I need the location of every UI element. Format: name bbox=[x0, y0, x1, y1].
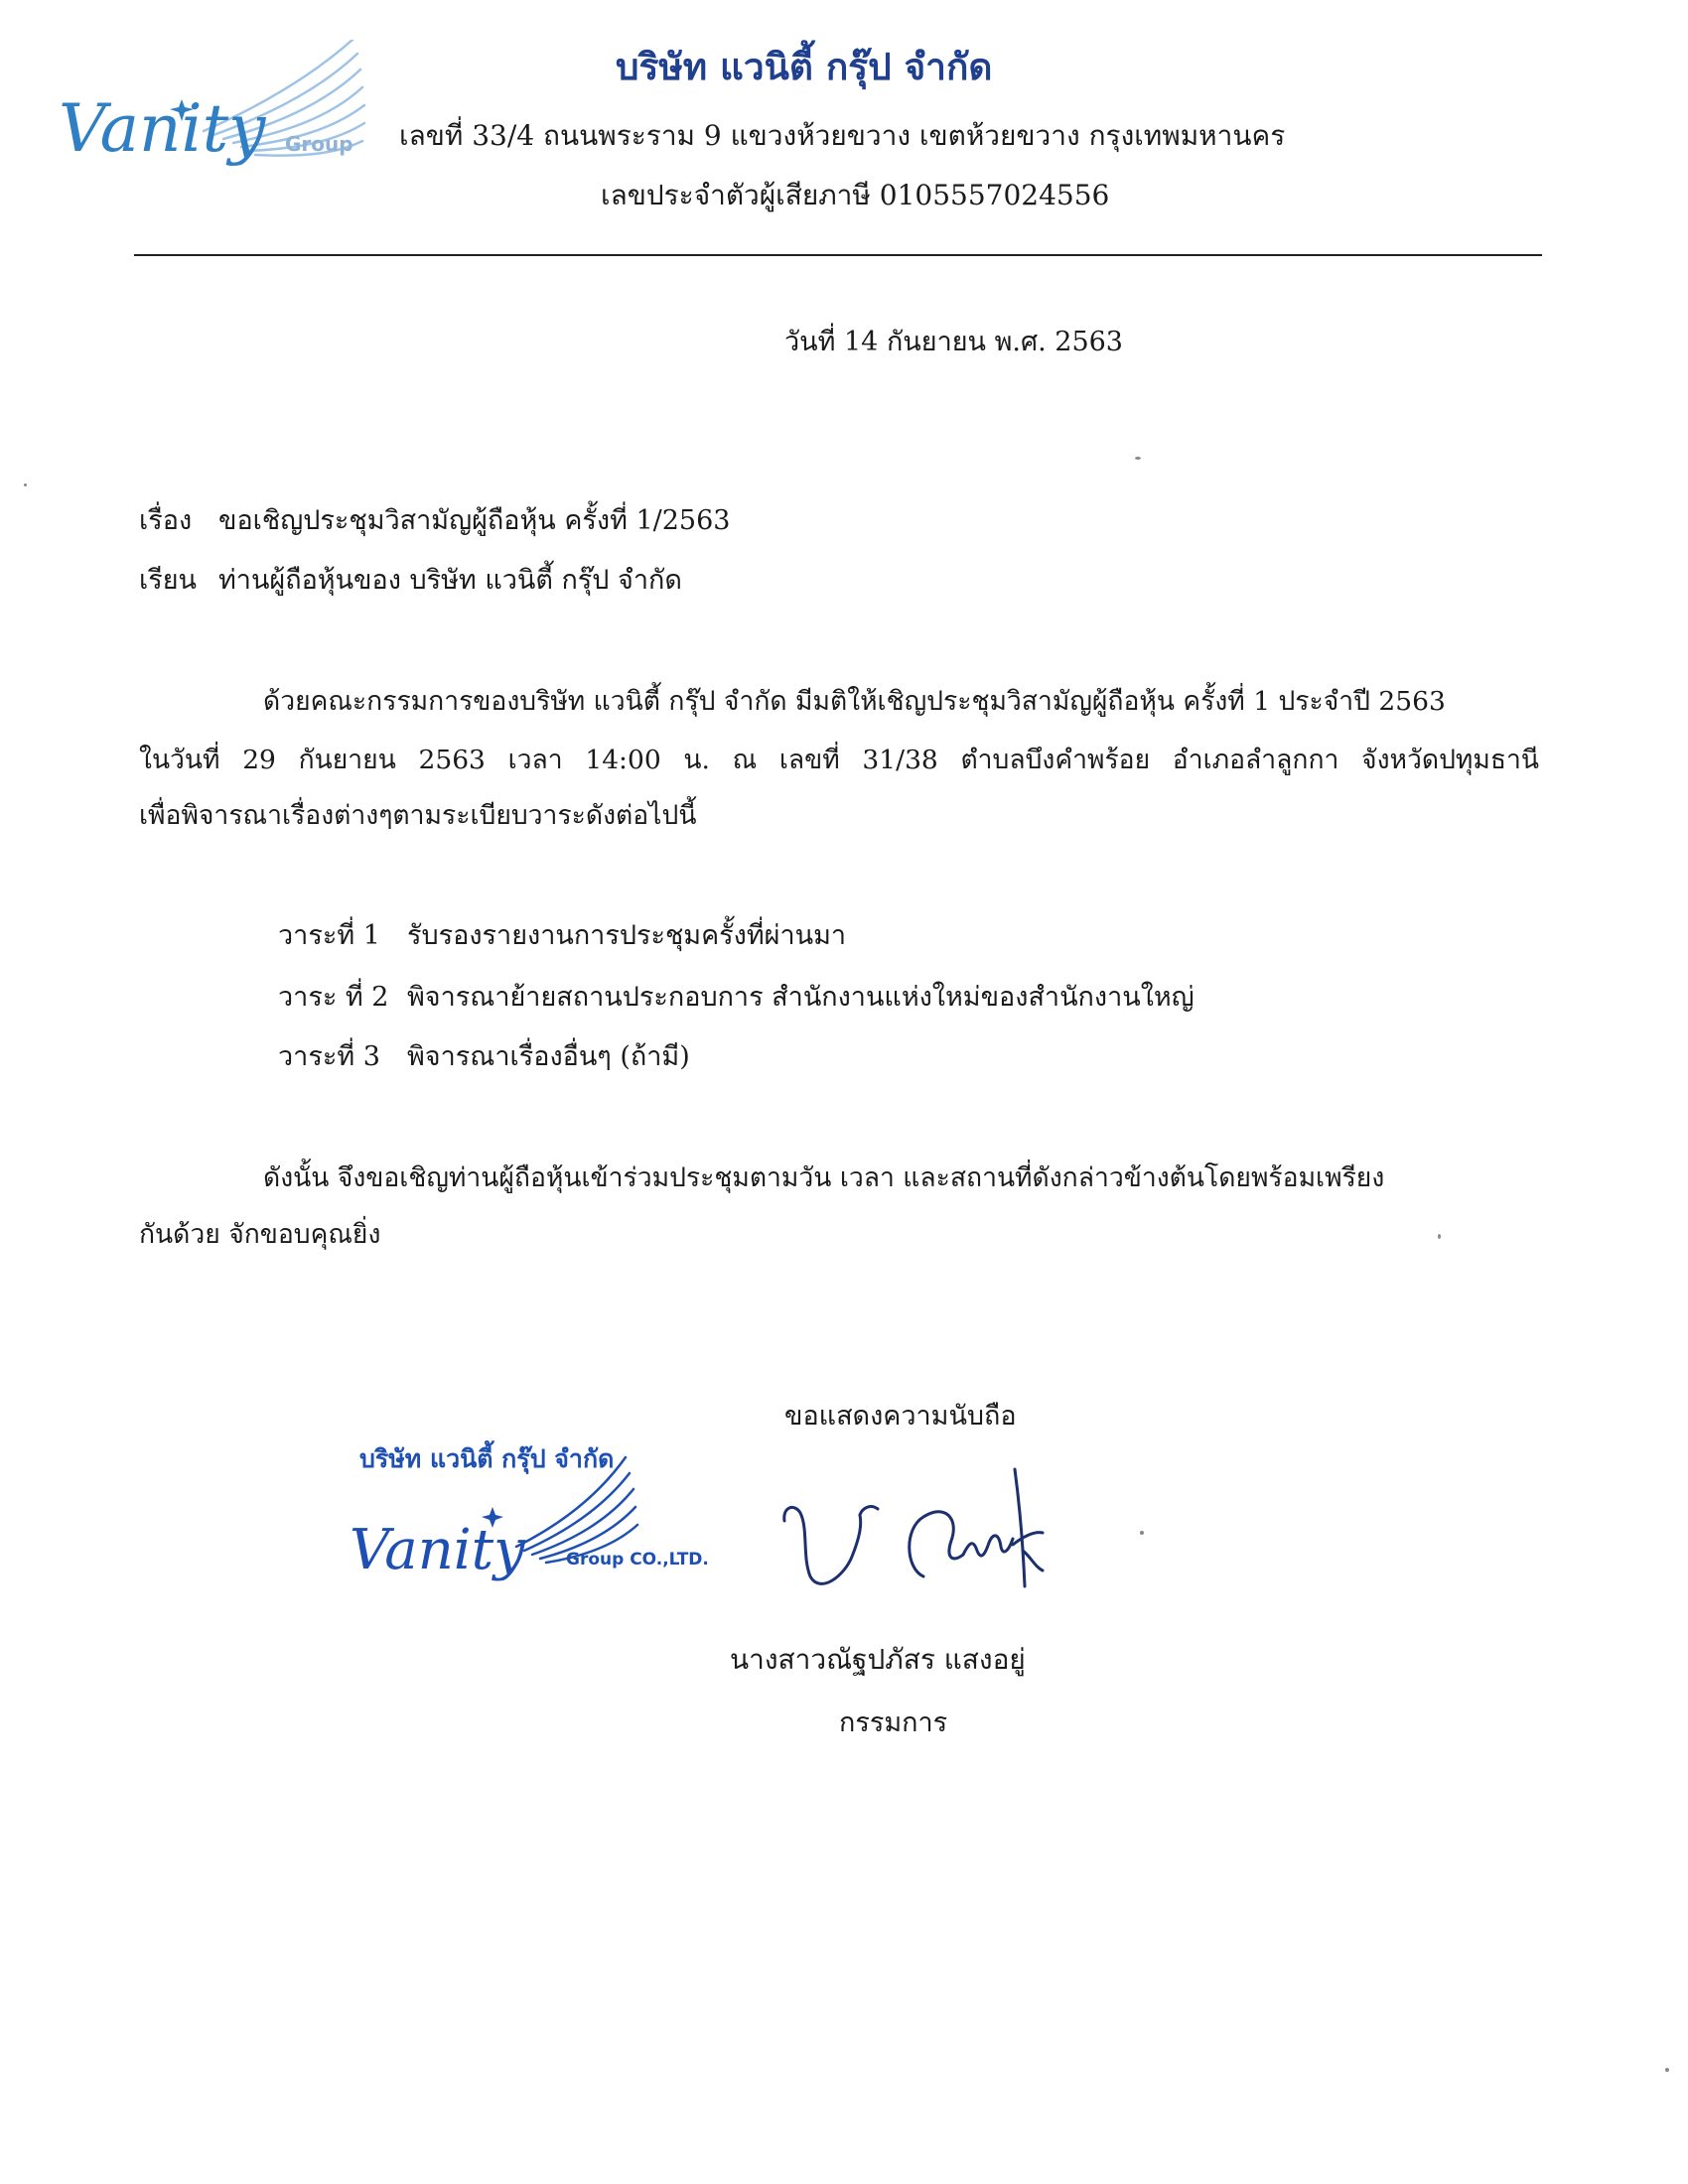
agenda-item bbox=[278, 1034, 690, 1077]
agenda-number: วาระที่ 1 bbox=[278, 920, 380, 951]
paragraph-1-line-3: เพื่อพิจารณาเรื่องต่างๆตามระเบียบวาระดังต่อไปนี้ bbox=[139, 800, 697, 831]
agenda-text: พิจารณาเรื่องอื่นๆ (ถ้ามี) bbox=[407, 1041, 690, 1072]
handwritten-signature bbox=[774, 1459, 1102, 1598]
recipient-label: เรียน bbox=[139, 565, 198, 596]
subject-text: ขอเชิญประชุมวิสามัญผู้ถือหุ้น ครั้งที่ 1/2563 bbox=[218, 505, 731, 536]
agenda-item bbox=[278, 975, 1195, 1018]
agenda-text: พิจารณาย้ายสถานประกอบการ สำนักงานแห่งใหม่ของสำนักงานใหญ่ bbox=[407, 982, 1195, 1013]
company-stamp bbox=[348, 1437, 745, 1611]
company-address: เลขที่ 33/4 ถนนพระราม 9 แขวงห้วยขวาง เขตห้วยขวาง กรุงเทพมหานคร bbox=[399, 119, 1286, 152]
scan-speck bbox=[1438, 1234, 1441, 1239]
subject-line bbox=[139, 498, 730, 541]
scan-speck bbox=[1135, 457, 1141, 460]
signer-title: กรรมการ bbox=[839, 1707, 948, 1738]
paragraph-2-line-2: กันด้วย จักขอบคุณยิ่ง bbox=[139, 1219, 381, 1250]
scan-speck bbox=[1140, 1531, 1144, 1535]
agenda-item bbox=[278, 913, 846, 956]
recipient-text: ท่านผู้ถือหุ้นของ บริษัท แวนิตี้ กรุ๊ป จำกัด bbox=[218, 565, 682, 596]
logo-wordmark: Vanity bbox=[59, 90, 266, 167]
recipient-line bbox=[139, 558, 682, 601]
stamp-company-name: บริษัท แวนิตี้ กรุ๊ป จำกัด bbox=[359, 1444, 615, 1473]
scan-speck bbox=[24, 483, 27, 486]
company-logo bbox=[55, 40, 382, 208]
closing-salutation: ขอแสดงความนับถือ bbox=[784, 1401, 1017, 1432]
scan-speck bbox=[1665, 2068, 1669, 2072]
stamp-wordmark: Vanity bbox=[350, 1518, 525, 1582]
paragraph-2-line-1: ดังนั้น จึงขอเชิญท่านผู้ถือหุ้นเข้าร่วมประชุมตามวัน เวลา และสถานที่ดังกล่าวข้างต้นโดยพร้อมเพรียง bbox=[263, 1162, 1385, 1193]
agenda-number: วาระที่ 3 bbox=[278, 1041, 380, 1072]
company-name: บริษัท แวนิตี้ กรุ๊ป จำกัด bbox=[616, 45, 993, 88]
logo-subtext: Group bbox=[285, 132, 353, 156]
paragraph-1-line-1: ด้วยคณะกรรมการของบริษัท แวนิตี้ กรุ๊ป จำกัด มีมติให้เชิญประชุมวิสามัญผู้ถือหุ้น ครั้งที่ 1 ประจำปี 2563 bbox=[263, 686, 1446, 717]
company-tax-id: เลขประจำตัวผู้เสียภาษี 0105557024556 bbox=[601, 179, 1110, 211]
stamp-subtext: Group CO.,LTD. bbox=[566, 1550, 709, 1570]
subject-label: เรื่อง bbox=[139, 505, 193, 536]
agenda-number: วาระ ที่ 2 bbox=[278, 982, 389, 1013]
signer-name: นางสาวณัฐปภัสร แสงอยู่ bbox=[730, 1643, 1026, 1676]
agenda-text: รับรองรายงานการประชุมครั้งที่ผ่านมา bbox=[407, 920, 847, 951]
letter-date: วันที่ 14 กันยายน พ.ศ. 2563 bbox=[784, 327, 1123, 357]
paragraph-1-line-2: ในวันที่ 29 กันยายน 2563 เวลา 14:00 น. ณ เลขที่ 31/38 ตำบลบึงคำพร้อย อำเภอลำลูกกา จังหวัดปทุมธานี bbox=[139, 745, 1539, 775]
header-divider bbox=[134, 254, 1542, 256]
